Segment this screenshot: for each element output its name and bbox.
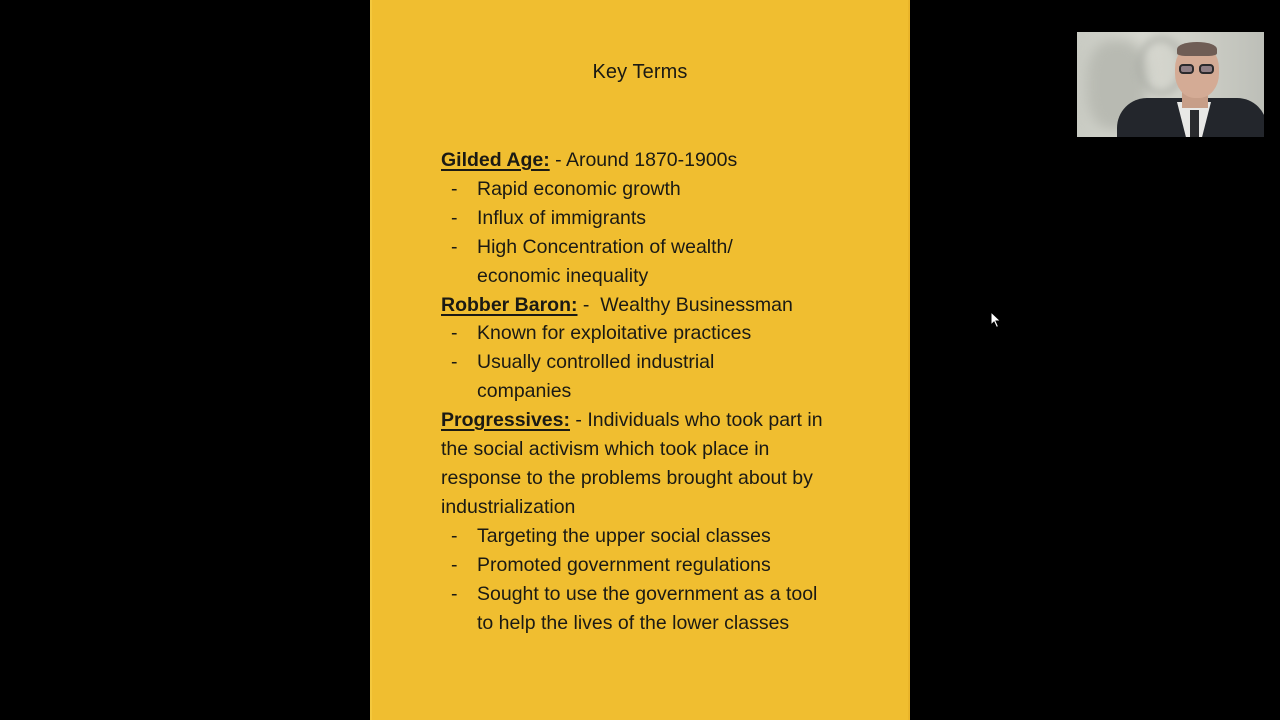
bullet-item: - Sought to use the government as a tool to help the lives of the lower classes (441, 580, 827, 638)
dash-marker: - (451, 177, 458, 200)
dash-marker: - (451, 351, 458, 374)
term-definition: - Individuals who took part in the social activism which took place in response to the problems brought about by industrialization (441, 409, 823, 518)
dash-marker: - (451, 206, 458, 229)
bullet-list (441, 175, 861, 291)
glasses (1179, 64, 1219, 74)
presentation-slide (370, 0, 910, 720)
term-definition: - Wealthy Businessman (577, 293, 793, 316)
bullet-item: - Targeting the upper social classes (441, 522, 861, 551)
term-heading: Gilded Age: (441, 149, 550, 171)
dash-marker: - (451, 582, 458, 605)
presenter-webcam-thumbnail[interactable] (1077, 32, 1264, 137)
bullet-list (441, 522, 861, 638)
slide-title: Key Terms (592, 61, 688, 83)
dash-marker: - (451, 553, 458, 576)
term-heading: Robber Baron: (441, 293, 578, 316)
bullet-item: - High Concentration of wealth/ economic inequality (441, 233, 817, 291)
term-block-gilded-age (441, 146, 861, 291)
dash-marker: - (451, 524, 458, 547)
dash-marker: - (451, 322, 458, 345)
dash-marker: - (451, 235, 458, 258)
bullet-item: - Promoted government regulations (441, 551, 861, 580)
term-heading: Progressives: (441, 409, 570, 432)
term-block-progressives (441, 406, 861, 637)
key-terms-content (441, 146, 861, 637)
term-block-robber-baron (441, 291, 861, 407)
bullet-item: - Known for exploitative practices (441, 319, 861, 348)
bullet-item: - Rapid economic growth (441, 175, 861, 204)
bullet-item: - Influx of immigrants (441, 204, 861, 233)
bullet-list (441, 319, 861, 406)
bullet-item: - Usually controlled industrial companies (441, 348, 797, 406)
term-definition: - Around 1870-1900s (549, 149, 738, 171)
mouse-pointer-icon (990, 311, 1002, 329)
